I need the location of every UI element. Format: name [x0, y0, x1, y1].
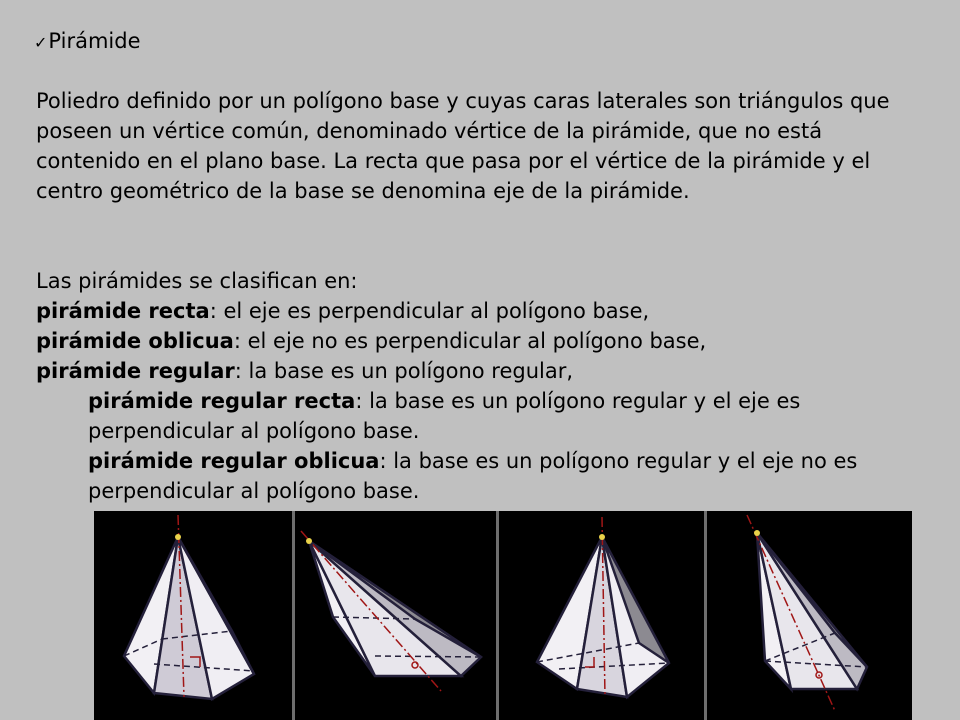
list-subitem: [36, 446, 916, 506]
slide-title: [34, 26, 141, 58]
term-description: : la base es un polígono regular,: [234, 359, 574, 383]
term: pirámide regular oblicua: [88, 449, 380, 473]
oblique-pyramid-icon: [295, 511, 496, 720]
term: pirámide oblicua: [36, 329, 234, 353]
term-description: : la base es un polígono regular y el eje no es perpendicular al polígono base.: [88, 449, 858, 503]
pyramid-figures: [94, 511, 912, 720]
classification-list: [36, 266, 916, 506]
term-description: : la base es un polígono regular y el eje es perpendicular al polígono base.: [88, 389, 801, 443]
classification-intro: Las pirámides se clasifican en:: [36, 269, 358, 293]
title-text: Pirámide: [48, 29, 141, 53]
term: pirámide regular recta: [88, 389, 356, 413]
term-description: : el eje es perpendicular al polígono base,: [209, 299, 650, 323]
list-item: [36, 296, 916, 326]
list-item: [36, 356, 916, 386]
regular-oblique-pyramid-icon: [707, 511, 912, 720]
term: pirámide recta: [36, 299, 210, 323]
checkmark-icon: ✓: [34, 33, 48, 52]
term: pirámide regular: [36, 359, 235, 383]
list-item: [36, 326, 916, 356]
list-subitem: [36, 386, 916, 446]
right-pyramid-icon: [94, 511, 292, 720]
definition-paragraph: Poliedro definido por un polígono base y cuyas caras laterales son triángulos que poseen un vértice común, denominado vértice de la pirámide, que no está contenido en el plano base. La recta que pasa por el vértice de la pirámide y el centro geométrico de la base se denomina eje de la pirámide.: [36, 89, 890, 203]
regular-right-pyramid-icon: [499, 511, 704, 720]
term-description: : el eje no es perpendicular al polígono base,: [233, 329, 707, 353]
